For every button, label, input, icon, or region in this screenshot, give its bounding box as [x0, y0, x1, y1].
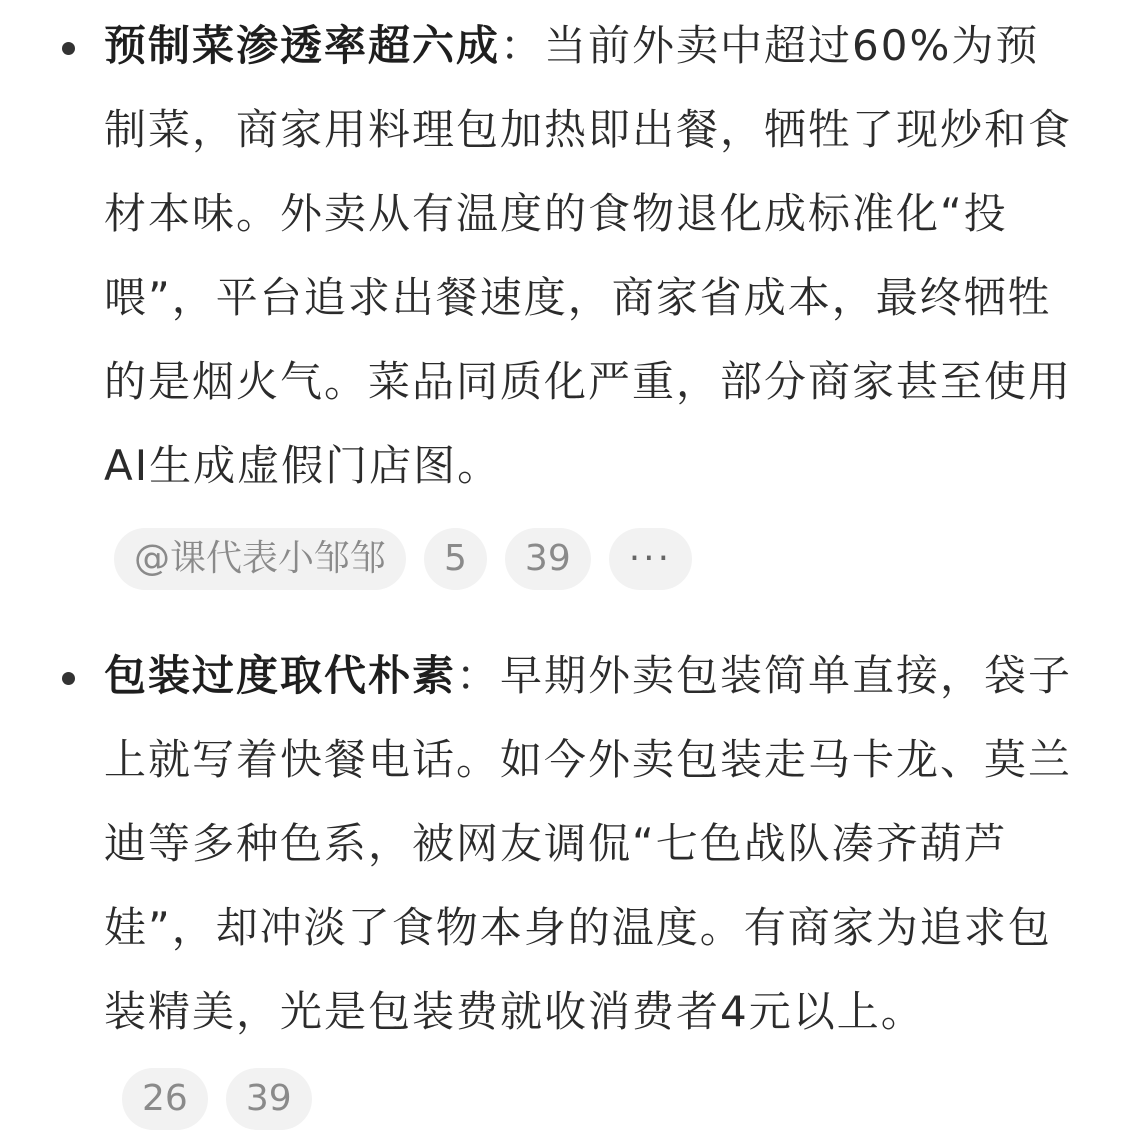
item-body: 当前外卖中超过60%为预制菜，商家用料理包加热即出餐，牺牲了现炒和食材本味。外卖从有温度的食物退化成标准化“投喂”，平台追求出餐速度，商家省成本，最终牺牲的是烟火气。菜品同质化严重，部分商家甚至使用AI生成虚假门店图。: [104, 21, 1073, 490]
reference-chip[interactable]: 26: [122, 1068, 208, 1130]
reference-chip[interactable]: 5: [424, 528, 487, 590]
paragraph: [104, 4, 1083, 508]
bullet-dot: [62, 42, 75, 55]
reference-chip[interactable]: 39: [505, 528, 591, 590]
more-icon[interactable]: ···: [609, 528, 692, 590]
title-separator: ：: [500, 21, 545, 70]
item-title: 包装过度取代朴素: [104, 651, 457, 700]
mention-chip[interactable]: @课代表小邹邹: [114, 528, 406, 590]
list-item: [0, 4, 1139, 590]
reference-chip-group: [122, 1054, 330, 1138]
bullet-dot: [62, 672, 75, 685]
reference-chip-row: [114, 528, 1083, 590]
item-title: 预制菜渗透率超六成: [104, 21, 501, 70]
reference-chip[interactable]: 39: [226, 1068, 312, 1130]
paragraph: [104, 634, 1083, 1138]
list-item: [0, 634, 1139, 1138]
title-separator: ：: [456, 651, 501, 700]
item-body: 早期外卖包装简单直接，袋子上就写着快餐电话。如今外卖包装走马卡龙、莫兰迪等多种色系，被网友调侃“七色战队凑齐葫芦娃”，却冲淡了食物本身的温度。有商家为追求包装精美，光是包装费就收消费者4元以上。: [104, 651, 1073, 1036]
